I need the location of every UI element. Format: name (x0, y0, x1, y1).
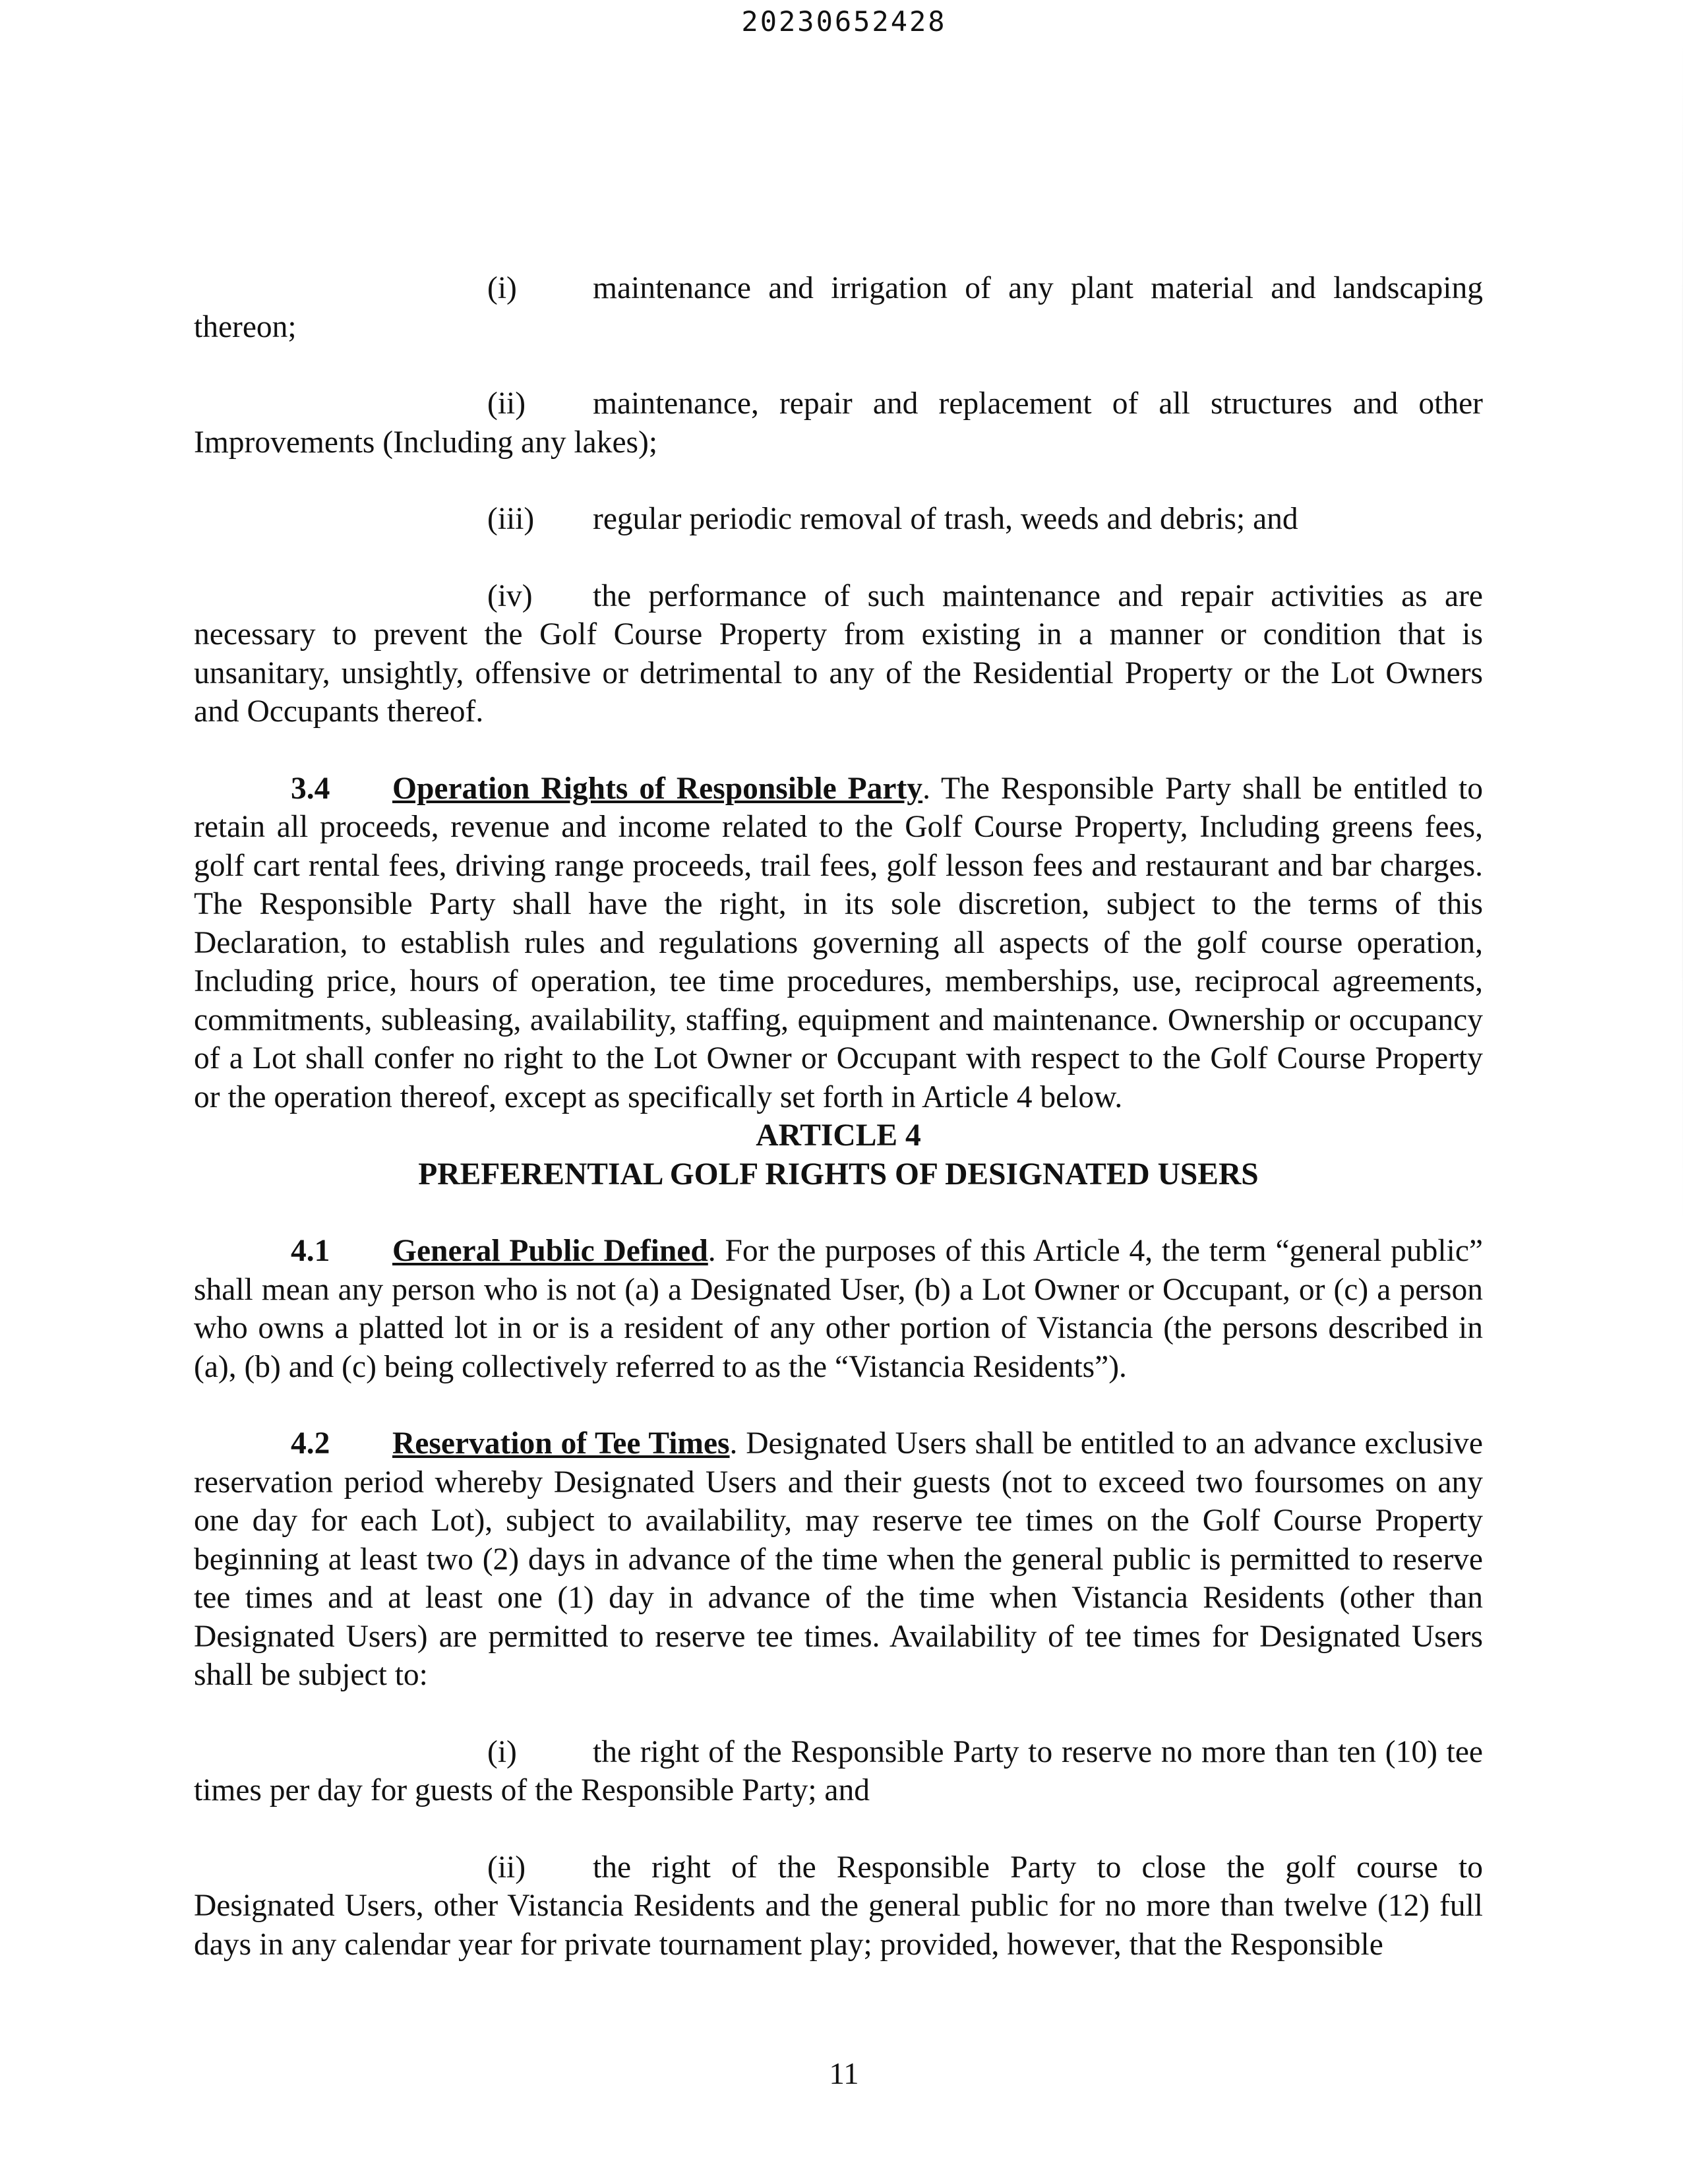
list-item-iv (194, 577, 1483, 731)
section-number: 3.4 (291, 771, 330, 806)
list-item-ii (194, 384, 1483, 462)
item-text: the performance of such maintenance and repair activities as are necessary to prevent the Golf Course Property from existing in a manner or condition that is unsanitary, unsightly, offensive or detrimental to any of the Residential Property or the Lot Owners and Occupants thereof. (194, 578, 1483, 729)
item-text: maintenance, repair and replacement of all structures and other Improvements (Including any lakes); (194, 386, 1483, 460)
section-4-2 (194, 1424, 1483, 1695)
article-title: PREFERENTIAL GOLF RIGHTS OF DESIGNATED USERS (418, 1157, 1259, 1192)
section-text: . The Responsible Party shall be entitled to retain all proceeds, revenue and income related to the Golf Course Property, Including greens fees, golf cart rental fees, driving range proceeds, trail fees, golf lesson fees and restaurant and bar charges. The Responsible Party shall have the right, in its sole discretion, subject to the terms of this Declaration, to establish rules and regulations governing all aspects of the golf course operation, Including price, hours of operation, tee time procedures, memberships, use, reciprocal agreements, commitments, subleasing, availability, staffing, equipment and maintenance. Ownership or occupancy of a Lot shall confer no right to the Lot Owner or Occupant with respect to the Golf Course Property or the operation thereof, except as specifically set forth in Article 4 below. (194, 771, 1484, 1114)
list-item-4-2-ii (194, 1848, 1483, 1964)
item-number: (iii) (487, 502, 535, 536)
section-number: 4.1 (291, 1234, 330, 1268)
item-number: (i) (487, 271, 517, 305)
section-number: 4.2 (291, 1426, 330, 1461)
section-3-4 (194, 770, 1483, 1117)
section-4-1 (194, 1232, 1483, 1386)
document-number: 20230652428 (741, 5, 947, 38)
list-item-iii (194, 500, 1483, 539)
item-number: (ii) (487, 386, 526, 421)
page-body (194, 269, 1483, 1964)
item-text: the right of the Responsible Party to reserve no more than ten (10) tee times per day for guests of the Responsible Party; and (194, 1734, 1483, 1807)
item-number: (i) (487, 1734, 517, 1769)
item-text: maintenance and irrigation of any plant material and landscaping thereon; (194, 271, 1483, 344)
scan-edge-line (1682, 40, 1683, 1227)
section-heading: General Public Defined (392, 1234, 708, 1268)
list-item-4-2-i (194, 1733, 1483, 1810)
article-number: ARTICLE 4 (756, 1118, 921, 1153)
item-text: regular periodic removal of trash, weeds and debris; and (593, 502, 1298, 536)
item-number: (iv) (487, 578, 533, 613)
section-text: . Designated Users shall be entitled to an advance exclusive reservation period whereby Designated Users and their guests (not to exceed two foursomes on any one day for each Lot), subject to availability, may reserve tee times on the Golf Course Property beginning at least two (2) days in advance of the time when the general public is permitted to reserve tee times and at least one (1) day in advance of the time when Vistancia Residents (other than Designated Users) are permitted to reserve tee times. Availability of tee times for Designated Users shall be subject to: (194, 1426, 1483, 1692)
section-text: . For the purposes of this Article 4, the term “general public” shall mean any person who is not (a) a Designated User, (b) a Lot Owner or Occupant, or (c) a person who owns a platted lot in or is a resident of any other portion of Vistancia (the persons described in (a), (b) and (c) being collectively referred to as the “Vistancia Residents”). (194, 1234, 1483, 1384)
section-heading: Reservation of Tee Times (392, 1426, 730, 1461)
list-item-i (194, 269, 1483, 346)
page-number: 11 (829, 2057, 859, 2091)
item-text: the right of the Responsible Party to close the golf course to Designated Users, other Vistancia Residents and the general public for no more than twelve (12) full days in any calendar year for private tournament play; provided, however, that the Responsible (194, 1850, 1483, 1962)
section-heading: Operation Rights of Responsible Party (392, 771, 923, 806)
item-number: (ii) (487, 1850, 526, 1885)
